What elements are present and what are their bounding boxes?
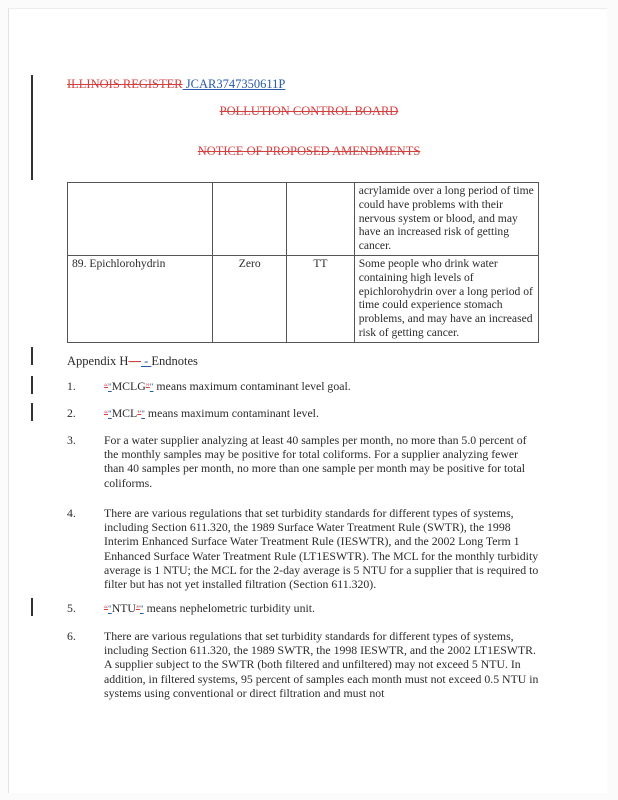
endnote-5: 5. “"NTU”" means nephelometric turbidity unit. bbox=[67, 601, 315, 615]
endnote-1: 1. “"MCLG”" means maximum contaminant level goal. bbox=[67, 379, 351, 393]
change-bar bbox=[31, 598, 33, 616]
change-bar bbox=[31, 347, 33, 365]
change-bar bbox=[31, 403, 33, 421]
table-row: acrylamide over a long period of time could have problems with their nervous system or blood, and may have an increased risk of getting cancer. bbox=[68, 183, 539, 256]
appendix-heading: Appendix H— - Endnotes bbox=[67, 354, 198, 368]
endnote-2: 2. “"MCL”" means maximum contaminant level. bbox=[67, 406, 319, 420]
endnote-6: 6. There are various regulations that set turbidity standards for different types of systems, including Section 611.320, the 1989 SWTR, the 1998 IESWTR, and the 2002 LT1ESWTR. A supplier subject to the SWTR (both filtered and unfiltered) may not exceed 5 NTU. In addition, in filtered systems, 95 percent of samples each month must not exceed 0.5 NTU in systems using conventional or direct filtration and must not bbox=[67, 629, 539, 700]
board-header: POLLUTION CONTROL BOARD bbox=[219, 104, 399, 118]
change-bar bbox=[31, 376, 33, 394]
contaminant-table bbox=[67, 182, 539, 343]
register-header: ILLINOIS REGISTER JCAR3747350611P bbox=[67, 77, 286, 91]
endnote-4: 4. There are various regulations that set turbidity standards for different types of systems, including Section 611.320, the 1989 Surface Water Treatment Rule (SWTR), the 1998 Interim Enhanced Surface Water Treatment Rule (IESWTR), and the 2002 Long Term 1 Enhanced Surface Water Treatment Rule (LT1ESWTR). The MCL for the monthly turbidity average is 1 NTU; the MCL for the 2-day average is 5 NTU for a supplier that is required to filter but has not yet installed filtration (Section 611.320). bbox=[67, 506, 539, 592]
table-row: 89. Epichlorohydrin Zero TT Some people who drink water containing high levels of epichlorohydrin over a long period of time could experience stomach problems, and may have an increased risk of getting cancer. bbox=[68, 255, 539, 342]
change-bar bbox=[31, 75, 33, 180]
notice-header: NOTICE OF PROPOSED AMENDMENTS bbox=[197, 144, 421, 158]
endnote-3: 3. For a water supplier analyzing at least 40 samples per month, no more than 5.0 percent of the monthly samples may be positive for total coliforms. For a supplier analyzing fewer than 40 samples per month, no more than one sample per month may be positive for total coliforms. bbox=[67, 433, 527, 490]
